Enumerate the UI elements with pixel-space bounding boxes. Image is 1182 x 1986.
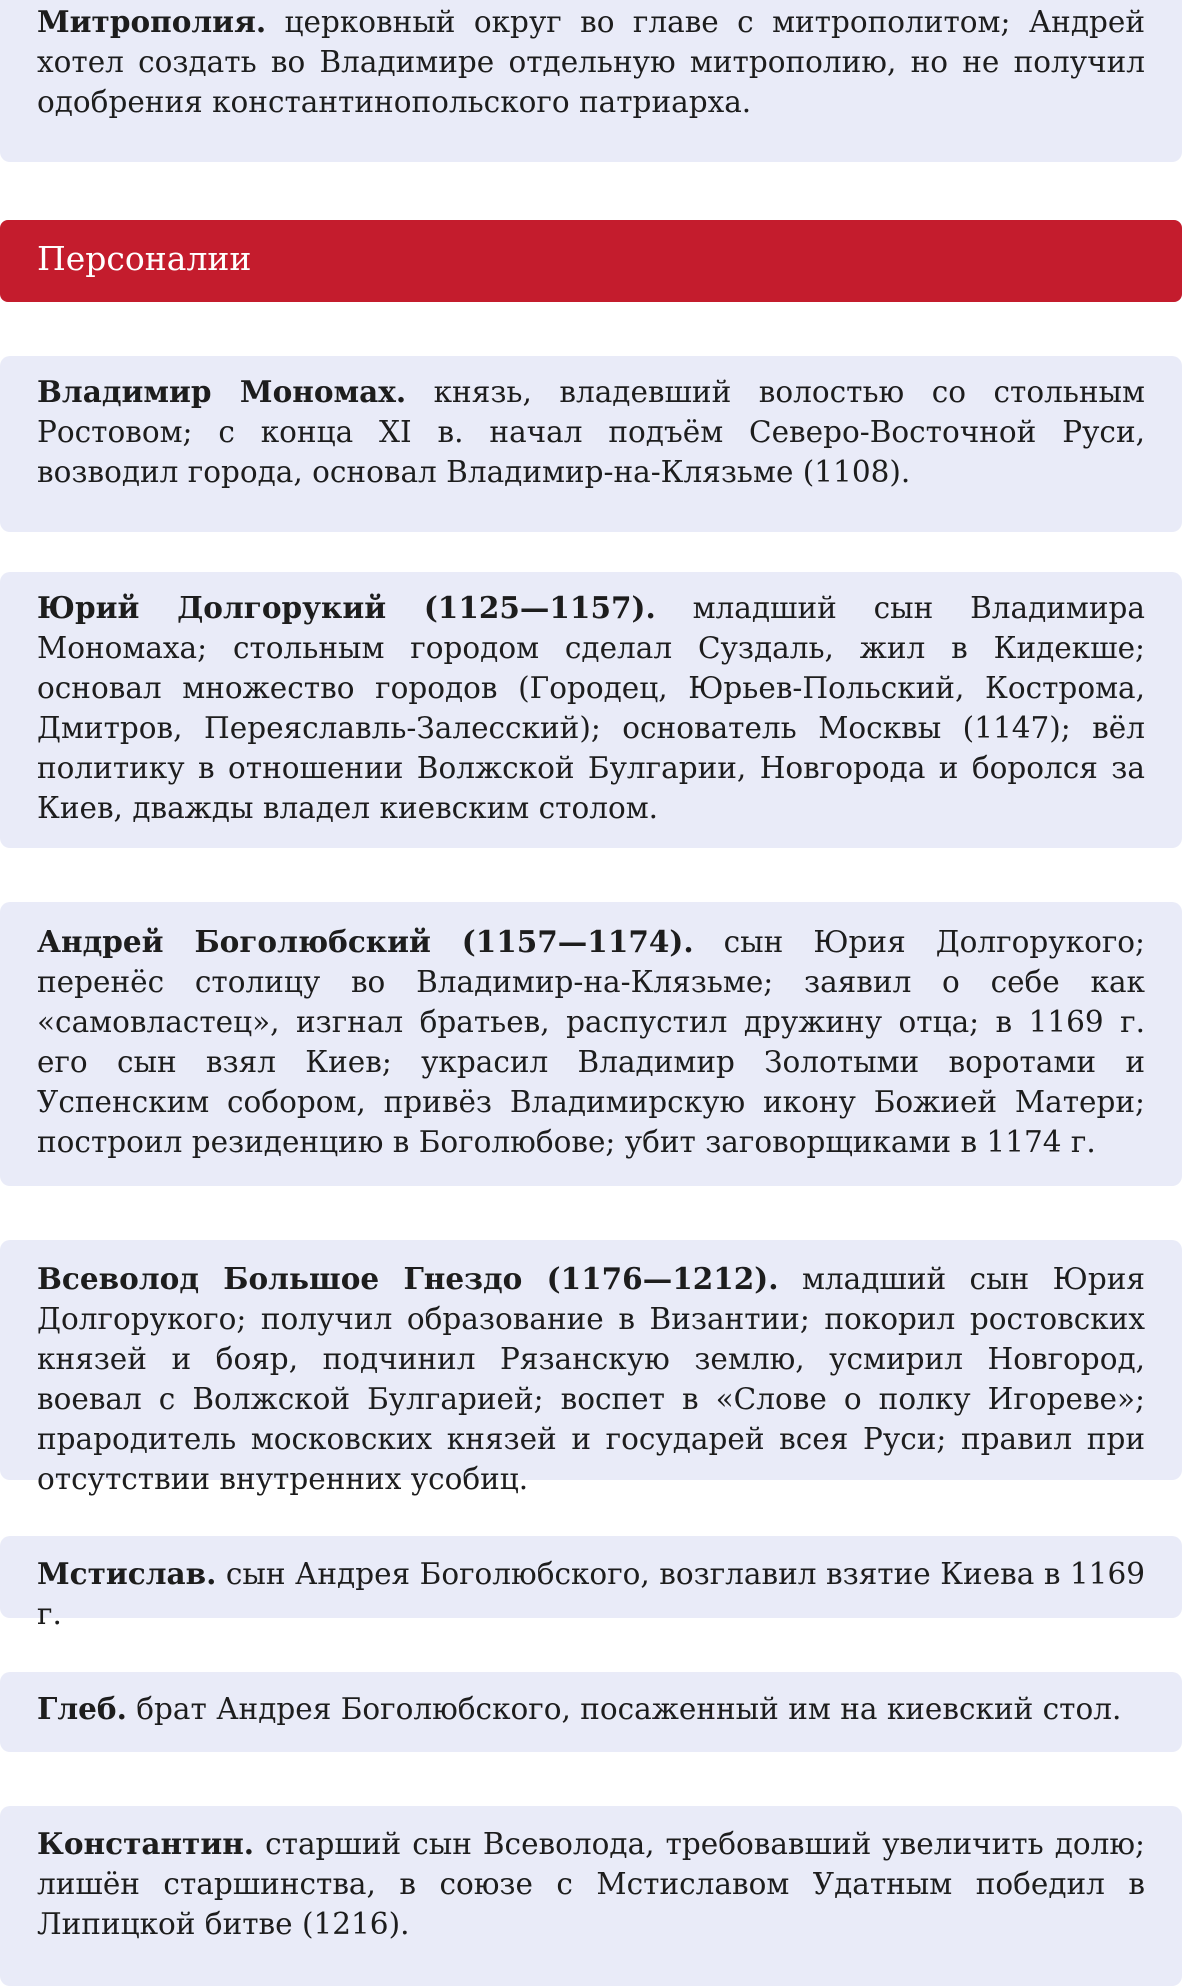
entry-gleb [0,1672,1182,1752]
entry-mstislav [0,1536,1182,1631]
entry-andrei-bogolyubsky [0,902,1182,1186]
entry-term: Юрий Долгорукий (1125—1157). [37,590,656,625]
entry-text: князь, владевший волостью со стольным Ростовом; с конца XI в. начал подъём Северо-Восточной Руси, возводил города, основал Владимир-на-Клязьме (1108). [37,375,1145,489]
entry-text: сын Андрея Боголюбского, возглавил взятие Киева в 1169 г. [37,1557,1145,1631]
entry-term: Глеб. [37,1691,127,1726]
entry-text: младший сын Владимира Мономаха; стольным городом сделал Суздаль, жил в Кидекше; основал множество городов (Городец, Юрьев-Польский, Кострома, Дмитров, Переяславль-Залесский); основатель Москвы (1147); вёл политику в отношении Волжской Булгарии, Новгорода и боролся за Киев, дважды владел киевским столом. [37,591,1145,825]
entry-term: Константин. [37,1826,255,1861]
entry-text: церковный округ во главе с митрополитом; Андрей хотел создать во Владимире отдельную митрополию, но не получил одобрения константинопольского патриарха. [37,5,1145,119]
entry-term: Владимир Мономах. [37,374,407,409]
section-header [0,220,1182,302]
entry-yuri-dolgoruky [0,572,1182,848]
entry-vsevolod-big-nest [0,1240,1182,1496]
entry-text: старший сын Всеволода, требовавший увеличить долю; лишён старшинства, в союзе с Мстиславом Удатным победил в Липицкой битве (1216). [37,1827,1145,1941]
entry-term: Андрей Боголюбский (1157—1174). [37,924,694,959]
entry-vladimir-monomakh [0,356,1182,532]
entry-konstantin [0,1806,1182,1986]
entry-text: брат Андрея Боголюбского, посаженный им на киевский стол. [136,1692,1122,1726]
entry-text: младший сын Юрия Долгорукого; получил образование в Византии; покорил ростовских князей и бояр, подчинил Рязанскую землю, усмирил Новгород, воевал с Волжской Булгарией; воспет в «Слове о полку Игореве»; прародитель московских князей и государей всея Руси; правил при отсутствии внутренних усобиц. [37,1262,1145,1496]
entry-term: Всеволод Большое Гнездо (1176—1212). [37,1261,779,1296]
entry-text: сын Юрия Долгорукого; перенёс столицу во Владимир-на-Клязьме; заявил о себе как «самовластец», изгнал братьев, распустил дружину отца; в 1169 г. его сын взял Киев; украсил Владимир Золотыми воротами и Успенским собором, привёз Владимирскую икону Божией Матери; построил резиденцию в Боголюбове; убит заговорщиками в 1174 г. [37,925,1145,1159]
section-title: Персоналии [37,239,252,278]
entry-term: Мстислав. [37,1556,217,1591]
entry-term: Митрополия. [37,4,267,39]
entry-metropoly [0,0,1182,162]
